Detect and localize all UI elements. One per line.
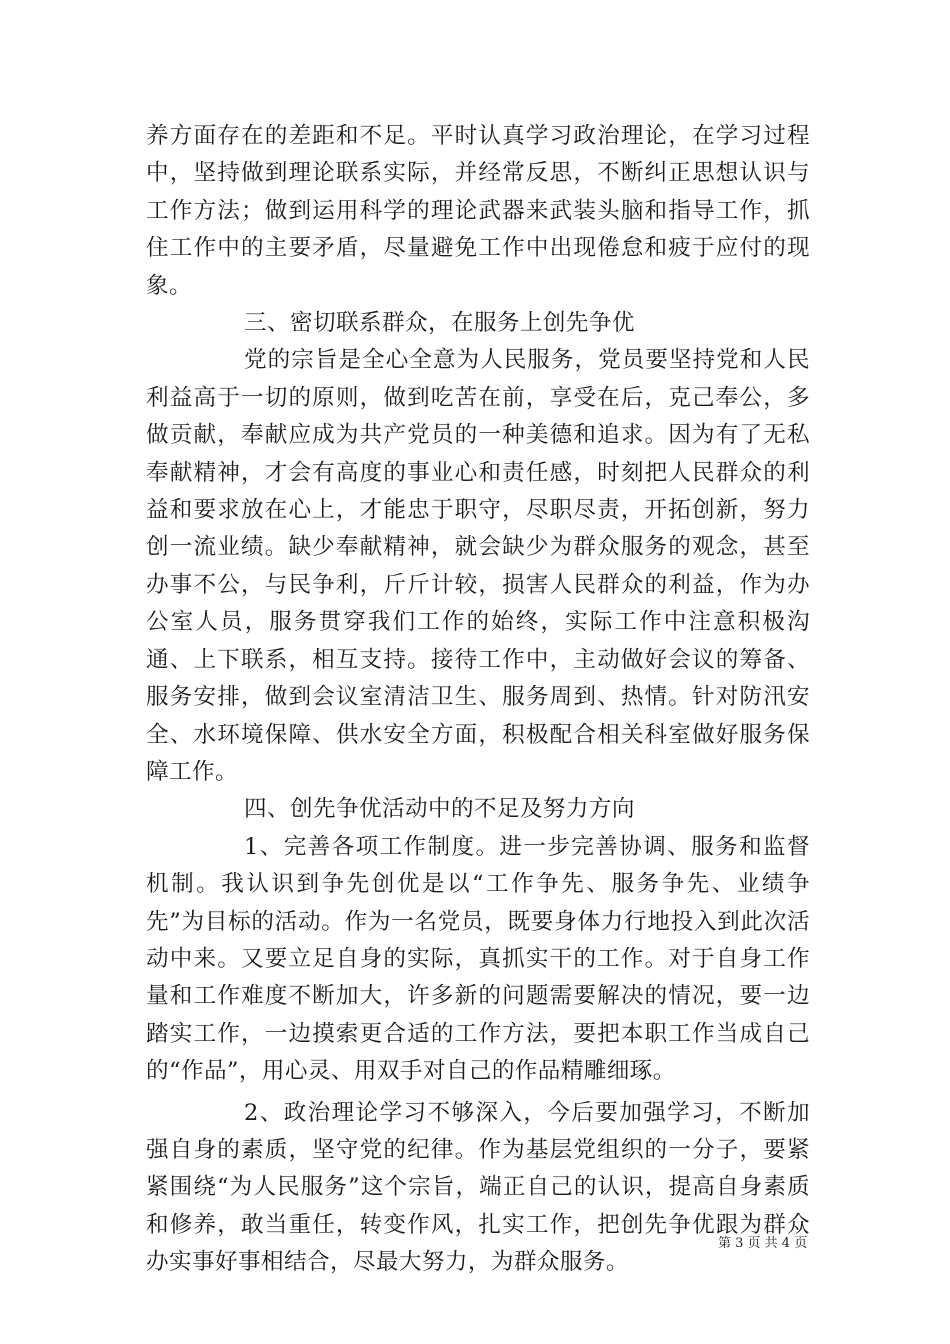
document-body	[146, 118, 810, 1282]
list-item-2: 2、政治理论学习不够深入，今后要加强学习，不断加强自身的素质，坚守党的纪律。作为基层党组织的一分子，要紧紧围绕“为人民服务”这个宗旨，端正自己的认识，提高自身素质和修养，敢当重任，转变作风，扎实工作，把创先争优跟为群众办实事好事相结合，尽最大努力，为群众服务。	[146, 1099, 810, 1276]
list-item-1: 1、完善各项工作制度。进一步完善协调、服务和监督机制。我认识到争先创优是以“工作争先、服务争先、业绩争先”为目标的活动。作为一名党员，既要身体力行地投入到此次活动中来。又要立足自身的实际，真抓实干的工作。对于自身工作量和工作难度不断加大，许多新的问题需要解决的情况，要一边踏实工作，一边摸索更合适的工作方法，要把本职工作当成自己的“作品”，用心灵、用双手对自己的作品精雕细琢。	[146, 833, 810, 1085]
paragraph-continuation: 养方面存在的差距和不足。平时认真学习政治理论，在学习过程中，坚持做到理论联系实际，并经常反思，不断纠正思想认识与工作方法；做到运用科学的理论武器来武装头脑和指导工作，抓住工作中的主要矛盾，尽量避免工作中出现倦怠和疲于应付的现象。	[146, 123, 810, 299]
paragraph-section-3: 党的宗旨是全心全意为人民服务，党员要坚持党和人民利益高于一切的原则，做到吃苦在前，享受在后，克己奉公，多做贡献，奉献应成为共产党员的一种美德和追求。因为有了无私奉献精神，才会有高度的事业心和责任感，时刻把人民群众的利益和要求放在心上，才能忠于职守，尽职尽责，开拓创新，努力创一流业绩。缺少奉献精神，就会缺少为群众服务的观念，甚至办事不公，与民争利，斤斤计较，损害人民群众的利益，作为办公室人员，服务贯穿我们工作的始终，实际工作中注意积极沟通、上下联系，相互支持。接待工作中，主动做好会议的筹备、服务安排，做到会议室清洁卫生、服务周到、热情。针对防汛安全、水环境保障、供水安全方面，积极配合相关科室做好服务保障工作。	[146, 347, 810, 785]
page-number-footer: 第 3 页 共 4 页	[718, 1236, 808, 1251]
section-heading-4: 四、创先争优活动中的不足及努力方向	[244, 796, 635, 823]
section-heading-3: 三、密切联系群众，在服务上创先争优	[244, 310, 635, 337]
